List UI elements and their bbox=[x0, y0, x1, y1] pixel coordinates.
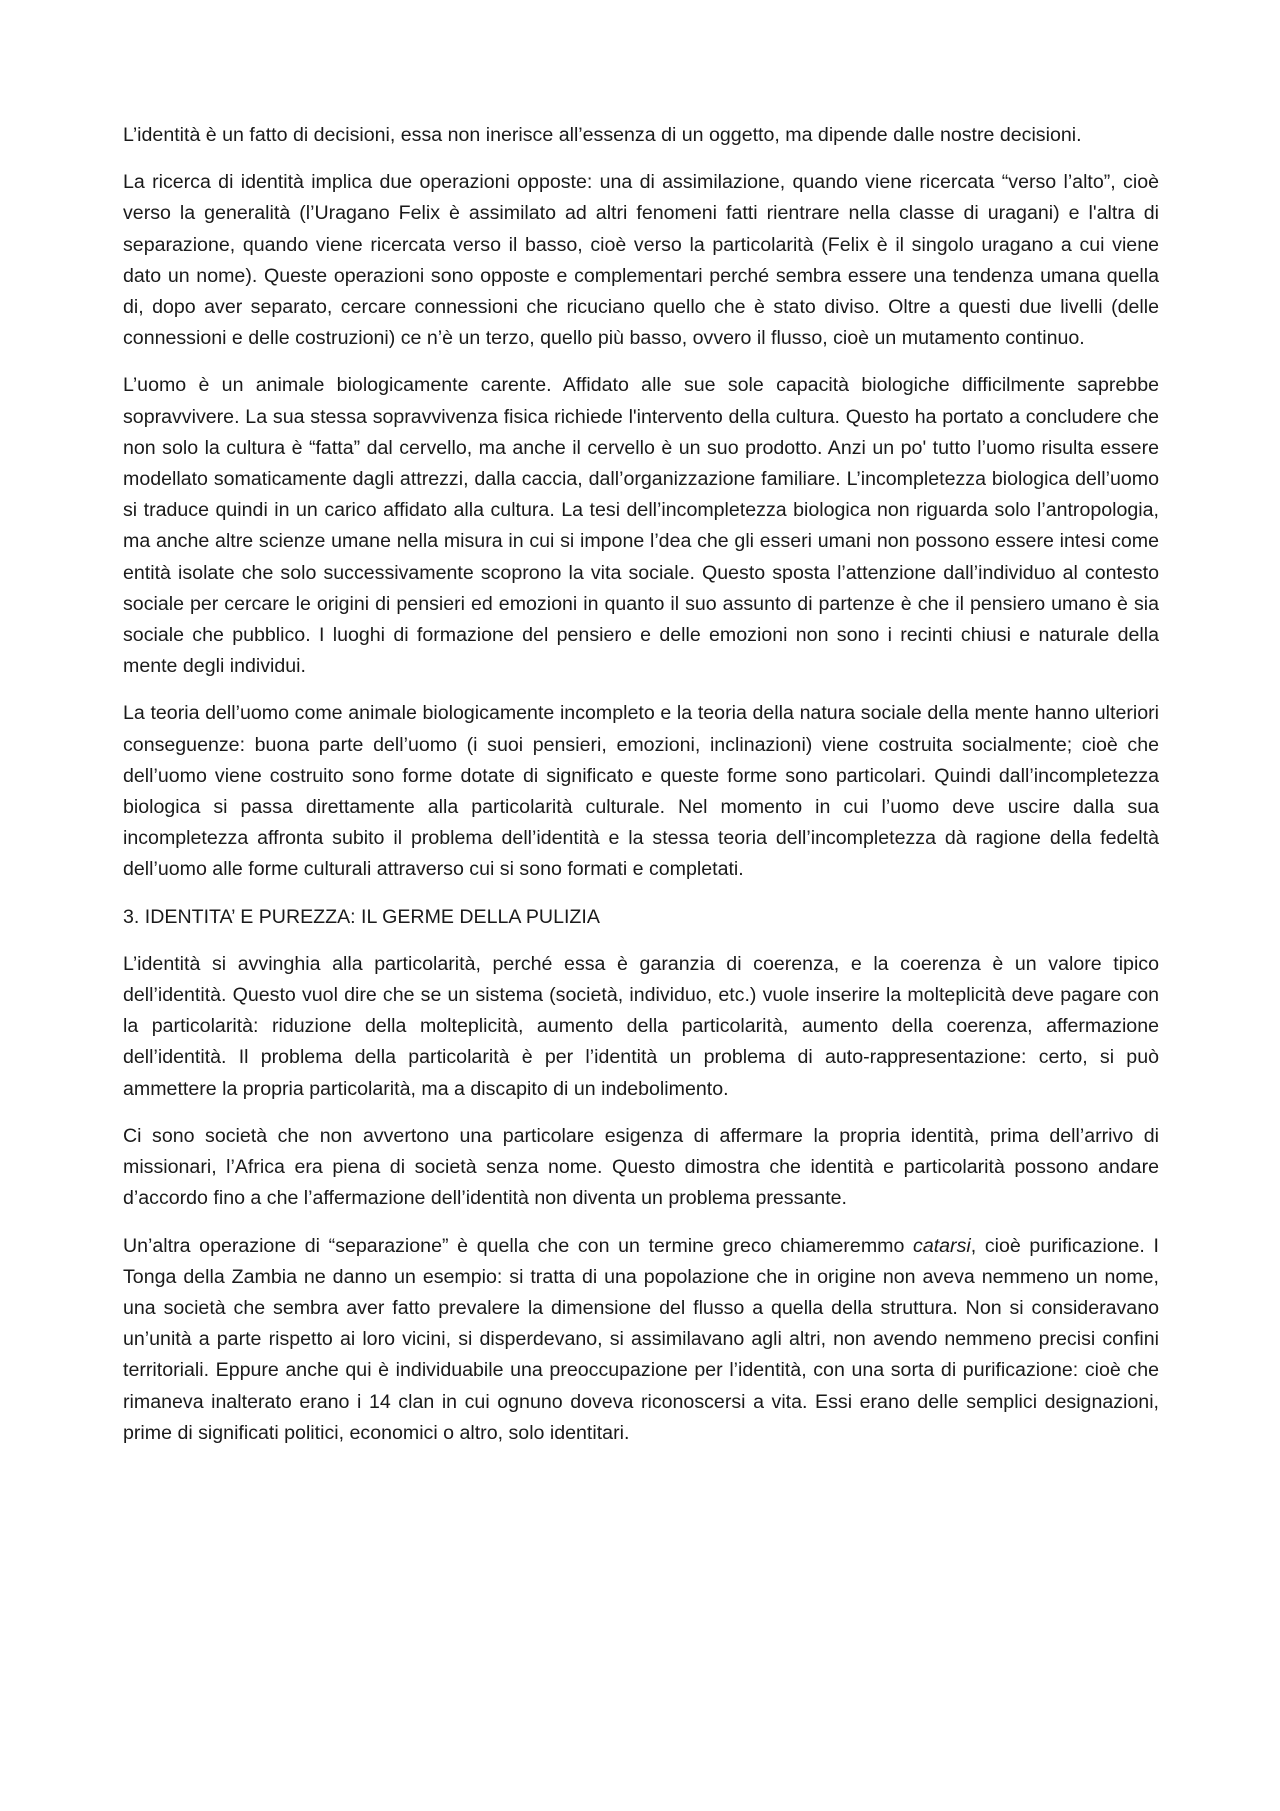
catharsis-term: catarsi bbox=[913, 1234, 971, 1257]
paragraph-biological-deficiency: L’uomo è un animale biologicamente carente. Affidato alle sue sole capacità biologiche difficilmente saprebbe sopravvivere. La sua stessa sopravvivenza fisica richiede l'intervento della cultura. Questo ha portato a concludere che non solo la cultura è “fatta” dal cervello, ma anche il cervello è un suo prodotto. Anzi un po' tutto l’uomo risulta essere modellato somaticamente dagli attrezzi, dalla caccia, dall’organizzazione familiare. L’incompletezza biologica dell’uomo si traduce quindi in un carico affidato alla cultura. La tesi dell’incompletezza biologica non riguarda solo l’antropologia, ma anche altre scienze umane nella misura in cui si impone l’dea che gli esseri umani non possono essere intesi come entità isolate che solo successivamente scoprono la vita sociale. Questo sposta l’attenzione dall’individuo al contesto sociale per cercare le origini di pensieri ed emozioni in quanto il suo assunto di partenze è che il pensiero umano è sia sociale che pubblico. I luoghi di formazione del pensiero e delle emozioni non sono i recinti chiusi e naturale della mente degli individui. bbox=[123, 374, 1159, 678]
paragraph-identity-operations: La ricerca di identità implica due operazioni opposte: una di assimilazione, quando viene ricercata “verso l’alto”, cioè verso la generalità (l’Uragano Felix è assimilato ad altri fenomeni fatti rientrare nella classe di uragani) e l'altra di separazione, quando viene ricercata verso il basso, cioè verso la particolarità (Felix è il singolo uragano a cui viene dato un nome). Queste operazioni sono opposte e complementari perché sembra essere una tendenza umana quella di, dopo aver separato, cercare connessioni che ricuciano quello che è stato diviso. Oltre a questi due livelli (delle connessioni e delle costruzioni) ce n’è un terzo, quello più basso, ovvero il flusso, cioè un mutamento continuo. bbox=[123, 171, 1159, 350]
document-page bbox=[123, 120, 1159, 1465]
section-heading: 3. IDENTITA’ E PUREZZA: IL GERME DELLA PULIZIA bbox=[123, 905, 600, 928]
paragraph-cultural-particularity: La teoria dell’uomo come animale biologicamente incompleto e la teoria della natura sociale della mente hanno ulteriori conseguenze: buona parte dell’uomo (i suoi pensieri, emozioni, inclinazioni) viene costruita socialmente; cioè che dell’uomo viene costruito sono forme dotate di significato e queste forme sono particolari. Quindi dall’incompletezza biologica si passa direttamente alla particolarità culturale. Nel momento in cui l’uomo deve uscire dalla sua incompletezza affronta subito il problema dell’identità e la stessa teoria dell’incompletezza dà ragione della fedeltà dell’uomo alle forme culturali attraverso cui si sono formati e completati. bbox=[123, 702, 1159, 881]
paragraph-identity-decisions: L’identità è un fatto di decisioni, essa non inerisce all’essenza di un oggetto, ma dipende dalle nostre decisioni. bbox=[123, 124, 1082, 146]
paragraph-identity-coherence: L’identità si avvinghia alla particolarità, perché essa è garanzia di coerenza, e la coerenza è un valore tipico dell’identità. Questo vuol dire che se un sistema (società, individuo, etc.) vuole inserire la molteplicità deve pagare con la particolarità: riduzione della molteplicità, aumento della particolarità, aumento della coerenza, affermazione dell’identità. Il problema della particolarità è per l’identità un problema di auto-rappresentazione: certo, si può ammettere la propria particolarità, ma a discapito di un indebolimento. bbox=[123, 952, 1159, 1100]
paragraph-societies-without-name: Ci sono società che non avvertono una particolare esigenza di affermare la propria identità, prima dell’arrivo di missionari, l’Africa era piena di società senza nome. Questo dimostra che identità e particolarità possono andare d’accordo fino a che l’affermazione dell’identità non diventa un problema pressante. bbox=[123, 1124, 1159, 1210]
paragraph-catharsis-start: Un’altra operazione di “separazione” è quella che con un termine greco chiameremmo bbox=[123, 1234, 914, 1257]
paragraph-catharsis-end: , cioè purificazione. I Tonga della Zambia ne danno un esempio: si tratta di una popolazione che in origine non aveva nemmeno un nome, una società che sembra aver fatto prevalere la dimensione del flusso a quella della struttura. Non si consideravano un’unità a parte rispetto ai loro vicini, si disperdevano, si assimilavano agli altri, non avendo nemmeno precisi confini territoriali. Eppure anche qui è individuabile una preoccupazione per l’identità, con una sorta di purificazione: cioè che rimaneva inalterato erano i 14 clan in cui ognuno doveva riconoscersi a vita. Essi erano delle semplici designazioni, prime di significati politici, economici o altro, solo identitari. bbox=[123, 1234, 1159, 1444]
paragraph-catharsis-tonga bbox=[123, 1231, 1159, 1449]
